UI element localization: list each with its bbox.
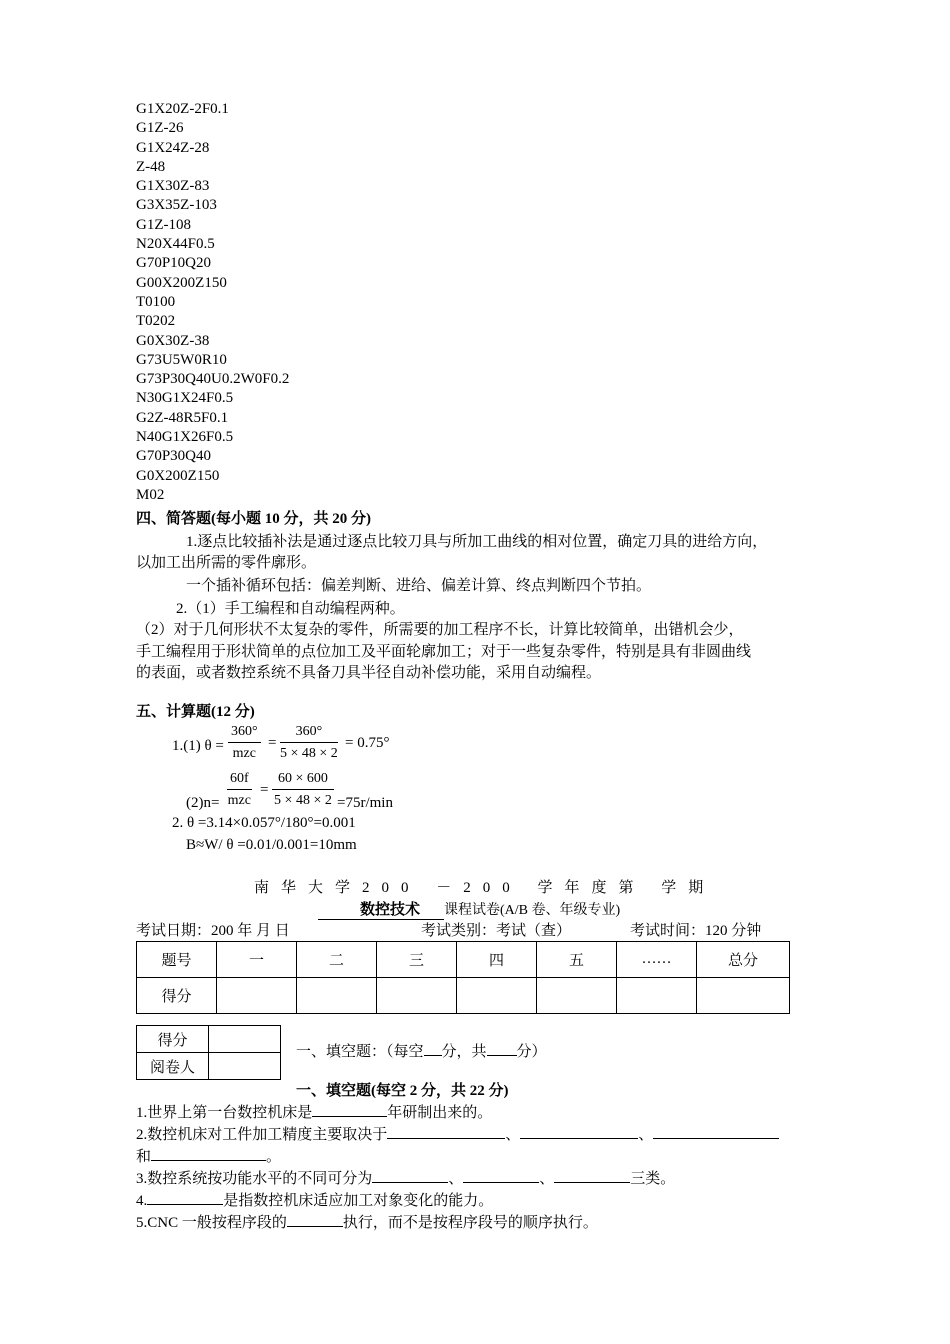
code-line: Z-48 <box>136 158 166 175</box>
calc-line3: 2. θ =3.14×0.057°/180°=0.001 <box>172 815 356 831</box>
question-2 <box>136 1123 779 1144</box>
section1-heading: 一、填空题(每空 2 分，共 22 分) <box>296 1083 509 1099</box>
formula2-num-b: 60 × 600 <box>272 771 334 790</box>
code-line: G1X30Z-83 <box>136 178 210 195</box>
score-header-cell: 三 <box>377 942 457 978</box>
q4-text-b: 是指数控机床适应加工对象变化的能力。 <box>223 1193 494 1209</box>
question-4 <box>136 1189 493 1210</box>
fill-instruction-end: 分） <box>516 1044 547 1060</box>
score-header-cell: 题号 <box>137 942 217 978</box>
formula1-den-b: 5 × 48 × 2 <box>280 746 338 761</box>
answer-1-line2: 以加工出所需的零件廓形。 <box>136 555 317 571</box>
code-line: G1X24Z-28 <box>136 139 210 156</box>
fill-instruction <box>296 1040 547 1061</box>
calc-line4: B≈W/ θ =0.01/0.001=10mm <box>186 837 357 853</box>
course-suffix: 课程试卷(A/B 卷、年级专业) <box>444 903 621 918</box>
code-line: G00X200Z150 <box>136 274 227 291</box>
formula1-result: = 0.75° <box>345 735 390 751</box>
code-line: M02 <box>136 486 165 503</box>
q3-sep: 、 <box>539 1171 555 1187</box>
question-5 <box>136 1211 598 1232</box>
score-cell[interactable] <box>697 978 790 1014</box>
code-line: G73P30Q40U0.2W0F0.2 <box>136 371 290 388</box>
course-name: 数控技术 <box>318 898 444 920</box>
score-header-cell: …… <box>617 942 697 978</box>
score-cell[interactable] <box>617 978 697 1014</box>
q2-sep: 、 <box>505 1127 521 1143</box>
formula2-result: =75r/min <box>337 795 393 811</box>
score-cell[interactable] <box>297 978 377 1014</box>
question-3 <box>136 1167 675 1188</box>
score-table-header-row <box>137 942 790 978</box>
score-cell[interactable] <box>217 978 297 1014</box>
code-line: G1Z-108 <box>136 216 191 233</box>
answer-2-line3: 手工编程用于形状简单的点位加工及平面轮廓加工；对于一些复杂零件，特别是具有非圆曲线 <box>136 644 752 660</box>
grader-table <box>136 1025 281 1080</box>
score-cell[interactable] <box>537 978 617 1014</box>
blank[interactable] <box>424 1041 442 1056</box>
exam-time: 考试时间：120 分钟 <box>630 923 762 939</box>
grader-score-label: 得分 <box>137 1026 209 1053</box>
section5-heading: 五、计算题(12 分) <box>136 704 255 720</box>
score-header-cell: 二 <box>297 942 377 978</box>
score-cell[interactable] <box>457 978 537 1014</box>
blank[interactable] <box>312 1102 387 1117</box>
q1-text-a: 1.世界上第一台数控机床是 <box>136 1105 313 1121</box>
q5-text-a: 5.CNC 一般按程序段的 <box>136 1215 287 1231</box>
formula2-den-a: mzc <box>227 793 251 808</box>
code-line: G0X30Z-38 <box>136 332 210 349</box>
code-line: T0100 <box>136 293 176 310</box>
code-line: G2Z-48R5F0.1 <box>136 409 229 426</box>
blank[interactable] <box>287 1212 343 1227</box>
q2-end: 。 <box>266 1149 282 1165</box>
score-header-cell: 一 <box>217 942 297 978</box>
blank[interactable] <box>487 1041 517 1056</box>
section4-heading: 四、简答题(每小题 10 分，共 20 分) <box>136 511 371 527</box>
blank[interactable] <box>520 1124 638 1139</box>
q5-text-b: 执行，而不是按程序段号的顺序执行。 <box>342 1215 598 1231</box>
formula1-prefix: 1.(1) θ = <box>172 738 224 754</box>
code-line: G73U5W0R10 <box>136 351 227 368</box>
blank[interactable] <box>147 1190 223 1205</box>
blank[interactable] <box>387 1124 505 1139</box>
grader-name-label: 阅卷人 <box>137 1053 209 1080</box>
score-table <box>136 941 790 1014</box>
code-line: N30G1X24F0.5 <box>136 390 234 407</box>
formula2-fraction-b <box>272 771 334 809</box>
code-line: N20X44F0.5 <box>136 236 215 253</box>
formula1-equals: = <box>268 735 277 751</box>
score-header-cell: 四 <box>457 942 537 978</box>
formula1-fraction-b <box>280 724 338 762</box>
question-2-cont <box>136 1145 281 1166</box>
q3-sep: 、 <box>448 1171 464 1187</box>
blank[interactable] <box>653 1124 779 1139</box>
fill-instruction-start: 一、填空题：（每空 <box>296 1044 424 1060</box>
university-line: 南华大学200 －200 学年度第 学期 <box>254 880 716 896</box>
formula2-prefix: (2)n= <box>186 795 220 811</box>
blank[interactable] <box>372 1168 448 1183</box>
fill-instruction-mid: 分，共 <box>441 1044 487 1060</box>
formula1-fraction-a <box>228 724 261 762</box>
code-line: G3X35Z-103 <box>136 197 217 214</box>
q2-sep: 、 <box>638 1127 654 1143</box>
formula2-equals: = <box>260 782 269 798</box>
formula2-den-b: 5 × 48 × 2 <box>274 793 332 808</box>
course-title <box>318 898 620 920</box>
question-1 <box>136 1101 492 1122</box>
q2-and: 和 <box>136 1149 152 1165</box>
score-header-cell: 总分 <box>697 942 790 978</box>
score-row-label: 得分 <box>137 978 217 1014</box>
formula1-num-a: 360° <box>228 724 261 743</box>
code-line: G0X200Z150 <box>136 467 220 484</box>
code-line: G70P10Q20 <box>136 255 212 272</box>
formula1-den-a: mzc <box>232 746 256 761</box>
answer-1-line3: 一个插补循环包括：偏差判断、进给、偏差计算、终点判断四个节拍。 <box>186 578 652 594</box>
q3-end: 三类。 <box>630 1171 676 1187</box>
code-line: T0202 <box>136 313 176 330</box>
exam-date: 考试日期：200 年 月 日 <box>136 923 290 939</box>
blank[interactable] <box>151 1146 266 1161</box>
code-line: G1Z-26 <box>136 120 184 137</box>
q2-text-a: 2.数控机床对工件加工精度主要取决于 <box>136 1127 388 1143</box>
score-table-score-row <box>137 978 790 1014</box>
code-line: G70P30Q40 <box>136 448 212 465</box>
code-line: G1X20Z-2F0.1 <box>136 101 229 117</box>
formula2-fraction-a <box>227 771 252 809</box>
formula2-num-a: 60f <box>227 771 252 790</box>
answer-2-line4: 的表面，或者数控系统不具备刀具半径自动补偿功能，采用自动编程。 <box>136 665 602 681</box>
grader-name-cell[interactable] <box>209 1053 281 1080</box>
grader-score-cell[interactable] <box>209 1026 281 1053</box>
blank[interactable] <box>463 1168 539 1183</box>
formula1-num-b: 360° <box>280 724 338 743</box>
q4-text-a: 4. <box>136 1193 148 1209</box>
g-code-listing <box>136 100 289 505</box>
q3-text-a: 3.数控系统按功能水平的不同可分为 <box>136 1171 373 1187</box>
answer-1-line1: 1.逐点比较插补法是通过逐点比较刀具与所加工曲线的相对位置，确定刀具的进给方向， <box>186 534 768 550</box>
score-cell[interactable] <box>377 978 457 1014</box>
q1-text-b: 年研制出来的。 <box>387 1105 493 1121</box>
blank[interactable] <box>554 1168 630 1183</box>
score-header-cell: 五 <box>537 942 617 978</box>
code-line: N40G1X26F0.5 <box>136 429 234 446</box>
answer-2-line2: （2）对于几何形状不太复杂的零件，所需要的加工程序不长，计算比较简单，出错机会少， <box>136 622 744 638</box>
exam-type: 考试类别：考试（查） <box>421 923 572 939</box>
answer-2-line1: 2.（1）手工编程和自动编程两种。 <box>176 601 405 617</box>
